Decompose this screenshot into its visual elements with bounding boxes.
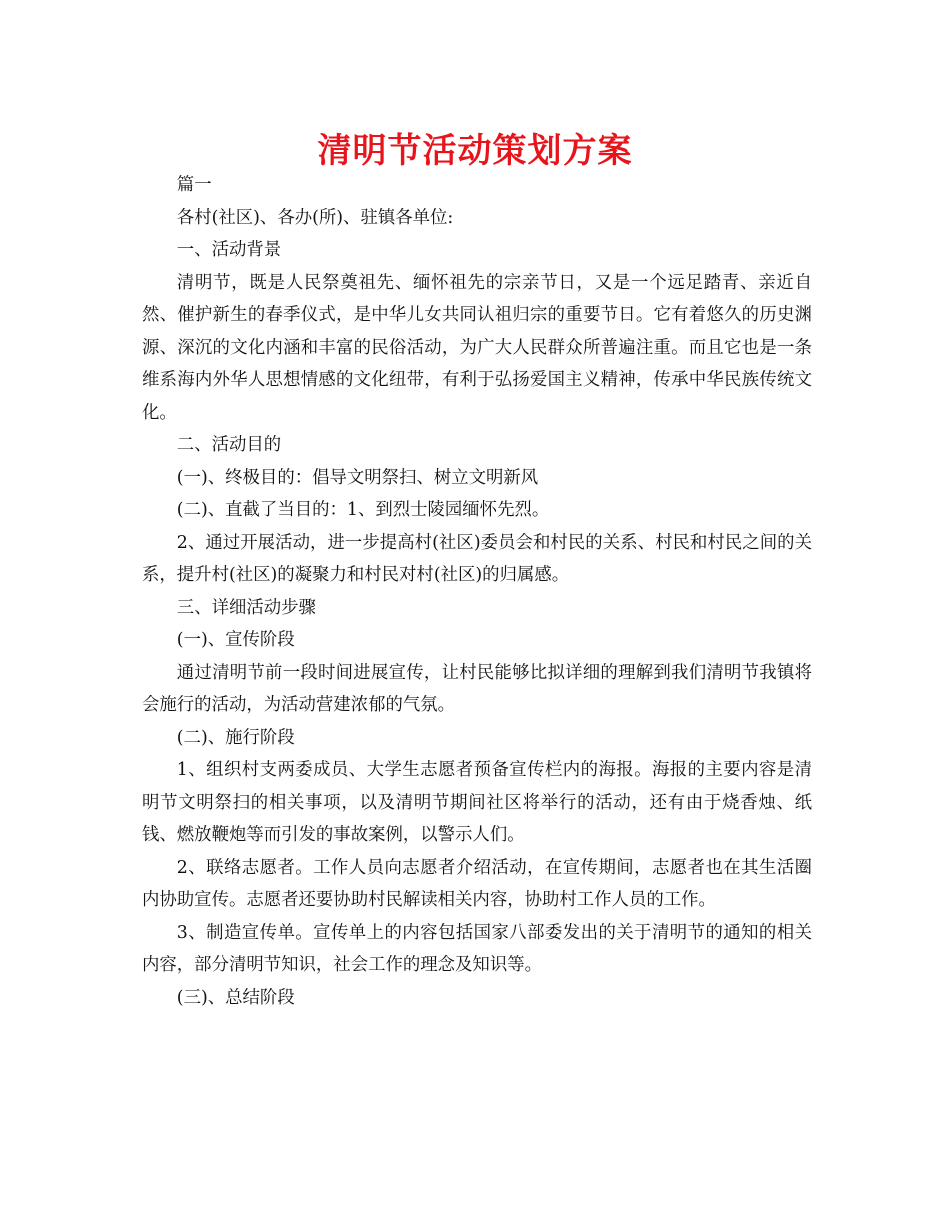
heading-summary-phase: (三)、总结阶段 [176,987,295,1008]
document-body [142,169,812,1014]
heading-promotion-phase: (一)、宣传阶段 [176,630,295,650]
paragraph-promotion: 通过清明节前一段时间进展宣传，让村民能够比拟详细的理解到我们清明节我镇将会施行的活动，为活动营建浓郁的气氛。 [142,662,812,715]
paragraph-salutation: 各村(社区)、各办(所)、驻镇各单位: [176,207,454,228]
paragraph-implementation-3: 3、制造宣传单。宣传单上的内容包括国家八部委发出的关于清明节的通知的相关内容，部分清明节知识，社会工作的理念及知识等。 [142,922,812,975]
paragraph-implementation-1: 1、组织村支两委成员、大学生志愿者预备宣传栏内的海报。海报的主要内容是清明节文明祭扫的相关事项，以及清明节期间社区将举行的活动，还有由于烧香烛、纸钱、燃放鞭炮等而引发的事故案例，以警示人们。 [142,760,812,845]
heading-background: 一、活动背景 [176,240,282,260]
paragraph-purpose-direct: (二)、直截了当目的：1、到烈士陵园缅怀先烈。 [176,500,550,520]
paragraph-purpose-2: 2、通过开展活动，进一步提高村(社区)委员会和村民的关系、村民和村民之间的关系，提升村(社区)的凝聚力和村民对村(社区)的归属感。 [142,532,812,585]
heading-steps: 三、详细活动步骤 [176,597,316,618]
heading-purpose: 二、活动目的 [176,435,282,455]
paragraph-section-label: 篇一 [176,175,212,195]
paragraph-purpose-ultimate: (一)、终极目的：倡导文明祭扫、树立文明新风 [176,467,539,488]
heading-implementation-phase: (二)、施行阶段 [176,727,295,748]
paragraph-implementation-2: 2、联络志愿者。工作人员向志愿者介绍活动，在宣传期间，志愿者也在其生活圈内协助宣传。志愿者还要协助村民解读相关内容，协助村工作人员的工作。 [142,857,812,910]
document-title: 清明节活动策划方案 [317,131,633,171]
paragraph-background: 清明节，既是人民祭奠祖先、缅怀祖先的宗亲节日，又是一个远足踏青、亲近自然、催护新生的春季仪式，是中华儿女共同认祖归宗的重要节日。它有着悠久的历史渊源、深沉的文化内涵和丰富的民俗活动，为广大人民群众所普遍注重。而且它也是一条维系海内外华人思想情感的文化纽带，有利于弘扬爱国主义精神，传承中华民族传统文化。 [142,272,812,423]
